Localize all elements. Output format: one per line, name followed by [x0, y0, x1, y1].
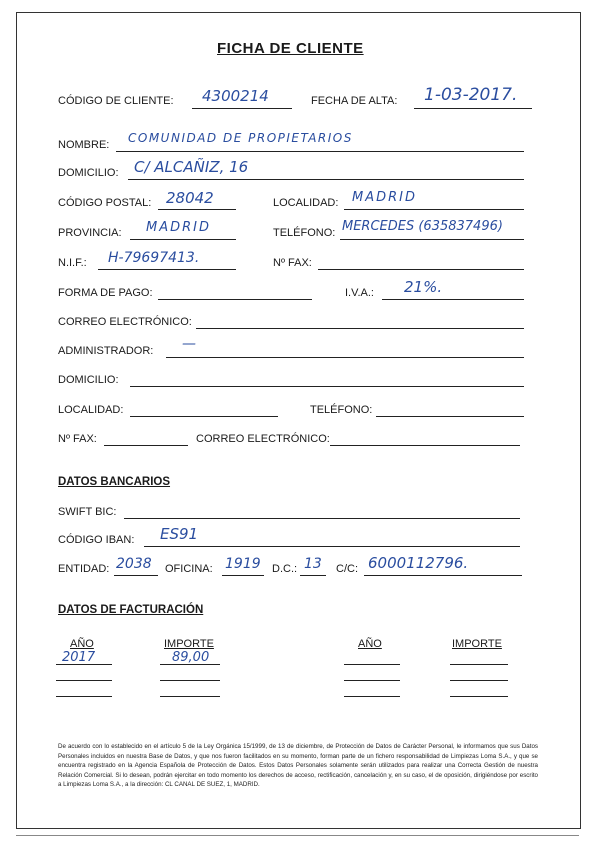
office-label: OFICINA:: [165, 563, 213, 575]
vat-line: [382, 299, 524, 300]
client-code-value[interactable]: 4300214: [202, 87, 269, 105]
name-value[interactable]: COMUNIDAD DE PROPIETARIOS: [128, 131, 353, 145]
account-value[interactable]: 6000112796.: [368, 554, 469, 572]
bottom-divider: [16, 835, 579, 836]
client-code-label: CÓDIGO DE CLIENTE:: [58, 95, 174, 107]
billing-year-1[interactable]: 2017: [62, 650, 96, 665]
iban-label: CÓDIGO IBAN:: [58, 534, 135, 546]
billing-line[interactable]: [450, 680, 508, 681]
billing-year-header-2: AÑO: [358, 638, 382, 650]
province-line: [130, 239, 236, 240]
nif-line: [98, 269, 236, 270]
admin-phone-line[interactable]: [376, 416, 524, 417]
dc-line: [300, 575, 326, 576]
payment-method-line[interactable]: [158, 299, 312, 300]
admin-city-line[interactable]: [130, 416, 278, 417]
fax-line[interactable]: [318, 269, 524, 270]
city-label: LOCALIDAD:: [273, 197, 339, 209]
phone-label: TELÉFONO:: [273, 227, 336, 239]
nif-value[interactable]: H-79697413.: [108, 250, 200, 266]
office-value[interactable]: 1919: [225, 556, 261, 572]
admin-email-line[interactable]: [330, 445, 520, 446]
admin-fax-line[interactable]: [104, 445, 188, 446]
billing-section-title: DATOS DE FACTURACIÓN: [58, 604, 204, 616]
nif-label: N.I.F.:: [58, 257, 87, 269]
city-value[interactable]: MADRID: [352, 190, 417, 205]
billing-amount-header-2: IMPORTE: [452, 638, 502, 650]
address-label: DOMICILIO:: [58, 167, 119, 179]
admin-phone-label: TELÉFONO:: [310, 404, 373, 416]
phone-value[interactable]: MERCEDES (635837496): [342, 219, 503, 234]
admin-address-label: DOMICILIO:: [58, 374, 119, 386]
name-label: NOMBRE:: [58, 139, 110, 151]
dc-value[interactable]: 13: [304, 556, 322, 572]
postal-code-value[interactable]: 28042: [166, 189, 214, 207]
registration-date-line: [414, 108, 532, 109]
administrator-value[interactable]: —: [182, 336, 196, 352]
iban-value[interactable]: ES91: [160, 525, 199, 543]
billing-amount-1[interactable]: 89,00: [172, 650, 210, 665]
fax-label: Nº FAX:: [273, 257, 312, 269]
postal-code-label: CÓDIGO POSTAL:: [58, 197, 152, 209]
city-line: [344, 209, 524, 210]
account-label: C/C:: [336, 563, 358, 575]
payment-method-label: FORMA DE PAGO:: [58, 287, 153, 299]
billing-line[interactable]: [344, 696, 400, 697]
entity-line: [114, 575, 158, 576]
billing-year-header-1: AÑO: [70, 638, 94, 650]
billing-line[interactable]: [160, 696, 220, 697]
account-line: [364, 575, 522, 576]
administrator-line: [166, 357, 524, 358]
billing-line[interactable]: [344, 664, 400, 665]
billing-line: [160, 664, 220, 665]
entity-value[interactable]: 2038: [116, 556, 152, 572]
phone-line: [340, 239, 524, 240]
billing-line[interactable]: [344, 680, 400, 681]
administrator-label: ADMINISTRADOR:: [58, 345, 154, 357]
address-line: [128, 179, 524, 180]
billing-amount-header-1: IMPORTE: [164, 638, 214, 650]
admin-email-label: CORREO ELECTRÓNICO:: [196, 433, 330, 445]
iban-line: [144, 546, 520, 547]
privacy-legal-notice: De acuerdo con lo establecido en el artículo 5 de la Ley Orgánica 15/1999, de 13 de diciembre, de Protección de Datos de Carácter Personal, le informamos que sus Datos Personales incluidos en nuestra Base de Datos, y que nos fueron facilitados en su momento, forman parte de un fichero responsabilidad de Limpiezas Loma S.A., y que se encuentra registrado en la Agencia Española de Protección de Datos. Estos Datos Personales solamente serán utilizados para realizar una Correcta Gestión de nuestra Relación Comercial. Si lo desean, podrán ejercitar en todo momento los derechos de acceso, rectificación, cancelación y, en su caso, el de oposición, dirigiéndose por escrito a Limpiezas Loma S.A., a la dirección: CL CANAL DE SUEZ, 1, MADRID.: [58, 743, 538, 788]
postal-code-line: [158, 209, 236, 210]
province-label: PROVINCIA:: [58, 227, 122, 239]
billing-line[interactable]: [450, 696, 508, 697]
billing-line[interactable]: [450, 664, 508, 665]
client-code-line: [192, 108, 292, 109]
vat-value[interactable]: 21%.: [404, 278, 443, 296]
email-line[interactable]: [196, 328, 524, 329]
billing-line[interactable]: [160, 680, 220, 681]
entity-label: ENTIDAD:: [58, 563, 110, 575]
admin-address-line[interactable]: [130, 386, 524, 387]
form-title: FICHA DE CLIENTE: [217, 40, 364, 57]
admin-city-label: LOCALIDAD:: [58, 404, 124, 416]
billing-line: [56, 664, 112, 665]
billing-line[interactable]: [56, 680, 112, 681]
billing-line[interactable]: [56, 696, 112, 697]
swift-line[interactable]: [124, 518, 520, 519]
admin-fax-label: Nº FAX:: [58, 433, 97, 445]
province-value[interactable]: MADRID: [146, 220, 211, 235]
name-line: [116, 151, 524, 152]
address-value[interactable]: C/ ALCAÑIZ, 16: [134, 158, 249, 176]
office-line: [222, 575, 264, 576]
swift-label: SWIFT BIC:: [58, 506, 117, 518]
bank-section-title: DATOS BANCARIOS: [58, 476, 171, 488]
registration-date-value[interactable]: 1-03-2017.: [424, 85, 518, 105]
email-label: CORREO ELECTRÓNICO:: [58, 316, 192, 328]
vat-label: I.V.A.:: [345, 287, 374, 299]
registration-date-label: FECHA DE ALTA:: [311, 95, 398, 107]
dc-label: D.C.:: [272, 563, 298, 575]
